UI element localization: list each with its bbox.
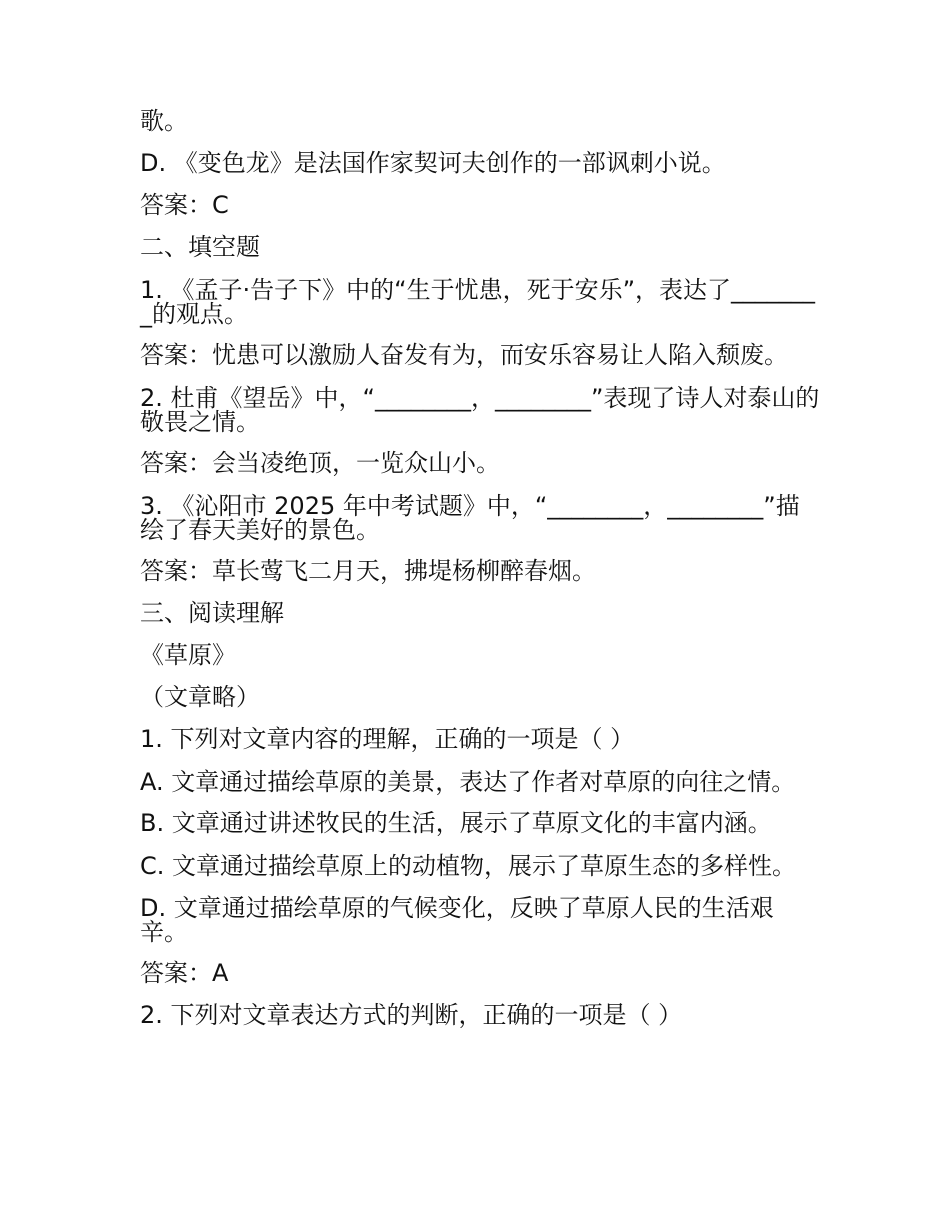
fill-blank-question-3: 3. 《沁阳市 2025 年中考试题》中，“________，________”描绘了春天美好的景色。 [140, 492, 800, 544]
reading-question-1: 1. 下列对文章内容的理解，正确的一项是（ ） [140, 725, 635, 753]
answer-text: 答案：A [140, 959, 229, 987]
answer-text: 答案：草长莺飞二月天，拂堤杨柳醉春烟。 [140, 557, 596, 585]
answer-text: 答案：忧患可以激励人奋发有为，而安乐容易让人陷入颓废。 [140, 341, 788, 369]
fill-blank-question-2: 2. 杜甫《望岳》中，“________，________”表现了诗人对泰山的敬畏之情。 [140, 384, 820, 436]
fill-blank-question-1: 1. 《孟子·告子下》中的“生于忧患，死于安乐”，表达了________的观点。 [140, 276, 816, 328]
article-omitted-note: （文章略） [140, 683, 260, 711]
option-a: A. 文章通过描绘草原的美景，表达了作者对草原的向往之情。 [140, 768, 796, 796]
reading-question-2: 2. 下列对文章表达方式的判断，正确的一项是（ ） [140, 1001, 683, 1029]
document-body [140, 100, 820, 1036]
option-b: B. 文章通过讲述牧民的生活，展示了草原文化的丰富内涵。 [140, 809, 772, 837]
option-d: D. 《变色龙》是法国作家契诃夫创作的一部讽刺小说。 [140, 149, 726, 177]
answer-text: 答案：会当凌绝顶，一览众山小。 [140, 449, 500, 477]
answer-text: 答案：C [140, 191, 229, 219]
option-d: D. 文章通过描绘草原的气候变化，反映了草原人民的生活艰辛。 [140, 894, 774, 946]
section-heading-reading: 三、阅读理解 [140, 599, 284, 627]
option-c-continuation: 歌。 [140, 107, 188, 135]
option-c: C. 文章通过描绘草原上的动植物，展示了草原生态的多样性。 [140, 852, 797, 880]
section-heading-fill-blank: 二、填空题 [140, 233, 260, 261]
article-title: 《草原》 [140, 641, 236, 669]
